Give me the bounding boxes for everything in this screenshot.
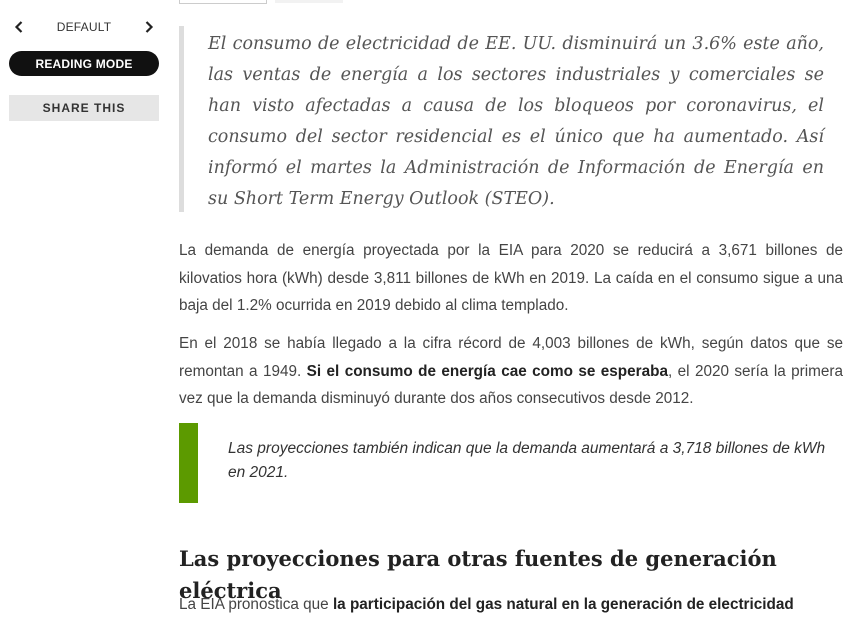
paragraph-text: La EIA pronostica que — [179, 596, 333, 613]
chevron-right-icon[interactable] — [139, 17, 159, 37]
bold-text: la participación del gas natural en la generación de electricidad — [332, 596, 794, 613]
paragraph — [179, 330, 843, 413]
section-heading: Las proyecciones para otras fuentes de generación eléctrica — [179, 546, 777, 603]
paragraph: La demanda de energía proyectada por la EIA para 2020 se reducirá a 3,671 billones de kilovatios hora (kWh) desde 3,811 billones de kWh en 2019. La caída en el consumo sigue a una baja del 1.2% ocurrida en 2019 debido al clima templado. — [179, 242, 843, 314]
font-switcher — [9, 14, 159, 40]
chevron-left-icon[interactable] — [9, 17, 29, 37]
pullquote-text: El consumo de electricidad de EE. UU. disminuirá un 3.6% este año, las ventas de energía a los sectores industriales y comerciales se han visto afectadas a causa de los bloqueos por coronavirus, el consumo del sector residencial es el único que ha aumentado. Así informó el martes la Administración de Información de Energía en su Short Term Energy Outlook (STEO). — [208, 34, 824, 209]
toolbar-button-stub[interactable] — [179, 0, 267, 4]
paragraph-text: En el 2018 se había llegado a la cifra récord de 4,003 billones de kWh, según datos que se remontan a 1949. — [179, 335, 843, 380]
share-button[interactable]: SHARE THIS — [9, 95, 159, 121]
highlight-text: Las proyecciones también indican que la demanda aumentará a 3,718 billones de kWh en 2021. — [228, 440, 826, 481]
reading-mode-button[interactable]: READING MODE — [9, 51, 159, 76]
paragraph — [179, 591, 843, 619]
paragraph-text: , el 2020 sería la primera vez que la demanda disminuyó durante dos años consecutivos desde 2012. — [179, 362, 843, 407]
bold-text: Si el consumo de energía cae como se esperaba — [306, 362, 668, 380]
font-label: DEFAULT — [56, 20, 112, 34]
toolbar-button-stub[interactable] — [275, 0, 343, 3]
highlight-bar — [179, 423, 198, 503]
highlight-box — [179, 423, 843, 503]
pullquote — [179, 26, 843, 212]
